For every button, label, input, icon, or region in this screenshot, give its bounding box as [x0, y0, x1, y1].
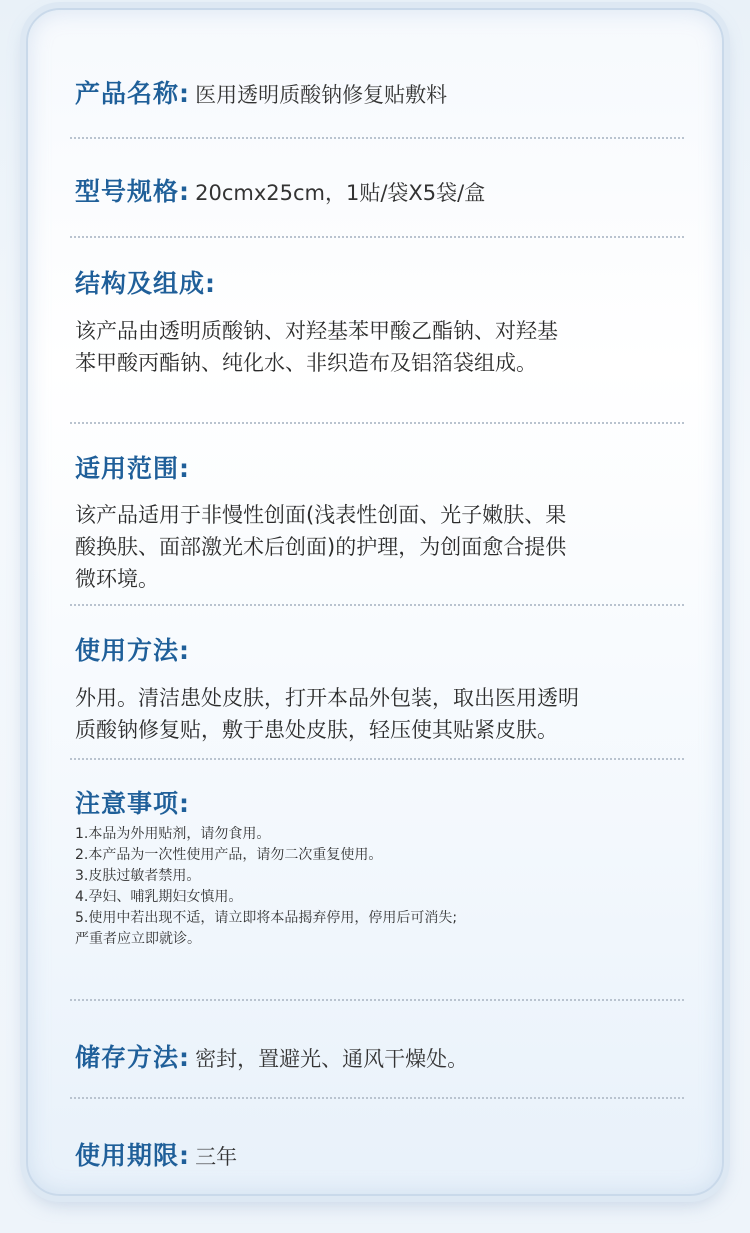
usage-line: 外用。清洁患处皮肤，打开本品外包装，取出医用透明	[75, 686, 579, 710]
divider	[70, 758, 684, 760]
model-spec-row	[75, 172, 485, 208]
storage-row	[75, 1038, 468, 1074]
scope-line: 该产品适用于非慢性创面(浅表性创面、光子嫩肤、果	[75, 503, 567, 527]
divider	[70, 137, 684, 139]
model-spec-label: 型号规格:	[75, 177, 190, 206]
scope-line: 微环境。	[75, 567, 159, 591]
divider	[70, 604, 684, 606]
structure-label: 结构及组成:	[75, 269, 216, 298]
notes-label: 注意事项:	[75, 789, 190, 818]
notes-list	[75, 824, 675, 950]
product-name-label: 产品名称:	[75, 79, 190, 108]
shelf-life-label: 使用期限:	[75, 1141, 190, 1170]
note-item: 3.皮肤过敏者禁用。	[75, 868, 201, 884]
usage-line: 质酸钠修复贴，敷于患处皮肤，轻压使其贴紧皮肤。	[75, 718, 558, 742]
shelf-life-row	[75, 1136, 237, 1172]
structure-line: 该产品由透明质酸钠、对羟基苯甲酸乙酯钠、对羟基	[75, 319, 558, 343]
scope-text	[75, 499, 675, 595]
product-name-row	[75, 74, 447, 110]
divider	[70, 1097, 684, 1099]
storage-label: 储存方法:	[75, 1043, 190, 1072]
note-item: 严重者应立即就诊。	[75, 931, 201, 947]
structure-line: 苯甲酸丙酯钠、纯化水、非织造布及铝箔袋组成。	[75, 351, 537, 375]
product-name-value: 医用透明质酸钠修复贴敷料	[195, 83, 448, 107]
shelf-life-value: 三年	[195, 1145, 238, 1169]
usage-label: 使用方法:	[75, 636, 190, 665]
structure-text	[75, 315, 675, 379]
note-item: 2.本产品为一次性使用产品，请勿二次重复使用。	[75, 847, 383, 863]
divider	[70, 422, 684, 424]
scope-label: 适用范围:	[75, 454, 190, 483]
usage-text	[75, 682, 675, 746]
note-item: 4.孕妇、哺乳期妇女慎用。	[75, 889, 243, 905]
model-spec-value: 20cmx25cm，1贴/袋X5袋/盒	[195, 181, 486, 205]
storage-value: 密封，置避光、通风干燥处。	[195, 1047, 469, 1071]
divider	[70, 236, 684, 238]
scope-line: 酸换肤、面部激光术后创面)的护理，为创面愈合提供	[75, 535, 567, 559]
divider	[70, 999, 684, 1001]
note-item: 1.本品为外用贴剂，请勿食用。	[75, 826, 271, 842]
note-item: 5.使用中若出现不适，请立即将本品揭弃停用，停用后可消失;	[75, 910, 458, 926]
